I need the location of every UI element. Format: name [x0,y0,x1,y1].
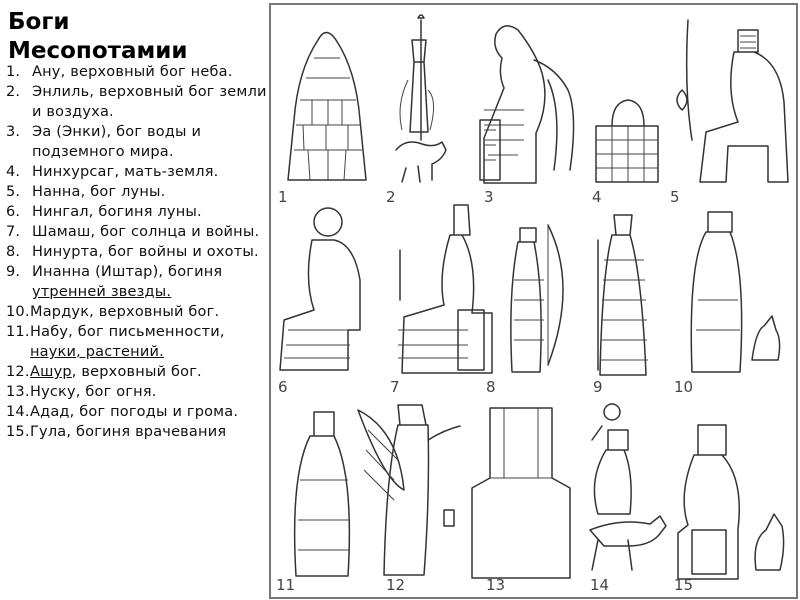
figure-7-seated-staff [398,205,492,373]
god-list-text-part: Нинурта, бог войны и охоты. [32,244,259,260]
god-list-text-part: Мардук, верховный бог. [30,304,220,320]
figure-10-robed-dragon [691,212,779,372]
figure-6-seated-goddess [280,208,360,370]
god-list-text [30,322,268,362]
god-list-text-part: Набу, бог письменности, [30,324,225,340]
god-list-number: 6. [6,204,21,220]
god-list-number: 13. [6,384,30,400]
figure-2-standing-staff [396,15,446,182]
figure-12-winged-genie [358,405,460,575]
god-list-item [6,202,268,222]
god-list-number: 10. [6,304,30,320]
god-list-number: 11. [6,324,30,340]
god-list-number: 9. [6,264,21,280]
figure-8-bow [511,225,563,372]
god-list-text-part: Нанна, бог луны. [32,184,166,200]
god-list-text-part: Нуску, бог огня. [30,384,157,400]
gods-list [6,62,268,442]
figure-15-goddess-dog [678,425,784,579]
plate-label-7: 7 [390,378,400,396]
god-list-number: 3. [6,124,21,140]
god-list-item [6,362,268,382]
god-list-number: 1. [6,64,21,80]
figure-11-standing [295,412,350,576]
god-list-text [32,82,268,122]
plate-label-11: 11 [276,576,296,594]
god-list-text [32,242,268,262]
title-line-2: Месопотамии [8,38,188,64]
god-list-item [6,222,268,242]
god-list-text [30,402,268,422]
deities-illustration-plate [268,0,800,600]
god-list-number: 7. [6,224,21,240]
god-list-number: 12. [6,364,30,380]
god-list-text [32,222,268,242]
plate-label-6: 6 [278,378,288,396]
god-list-text [32,262,268,302]
god-list-text-part: , верховный бог. [71,364,202,380]
god-list-item [6,262,268,302]
god-list-text-part: Нинхурсаг, мать-земля. [32,164,219,180]
plate-label-1: 1 [278,188,288,206]
god-list-text [30,362,268,382]
plate-label-3: 3 [484,188,494,206]
god-list-number: 2. [6,84,21,100]
plate-label-9: 9 [593,378,603,396]
figure-5-seated-ring [677,20,788,182]
god-list-item [6,402,268,422]
god-list-item [6,62,268,82]
god-list-number: 8. [6,244,21,260]
plate-label-8: 8 [486,378,496,396]
god-list-text [32,202,268,222]
god-list-text [32,182,268,202]
figure-14-bull-rider [590,404,666,570]
plate-label-13: 13 [486,576,506,594]
plate-label-15: 15 [674,576,694,594]
figure-1-horned-crown [288,33,366,181]
god-list-item [6,242,268,262]
god-list-item [6,382,268,402]
figure-13-empty-throne [472,408,570,578]
god-list-text-part: Адад, бог погоды и грома. [30,404,239,420]
figure-4-basket [596,100,658,182]
god-list-number: 15. [6,424,30,440]
title-line-1: Боги [8,9,70,35]
plate-label-12: 12 [386,576,406,594]
god-list-text [30,422,268,442]
line-drawings [268,0,800,600]
god-list-item [6,322,268,362]
god-list-number: 4. [6,164,21,180]
god-list-text-part: Ану, верховный бог неба. [32,64,233,80]
god-list-text-part: науки, растений. [30,344,164,360]
god-list-text-part: Ашур [30,364,72,380]
god-list-text [32,122,268,162]
god-list-text-part: Энлиль, верховный бог земли и воздуха. [32,84,267,120]
god-list-text [32,162,268,182]
god-list-item [6,302,268,322]
god-list-item [6,422,268,442]
page-title [8,8,268,66]
figure-3-seated-throne [480,26,574,183]
god-list-text [30,382,268,402]
plate-label-10: 10 [674,378,694,396]
god-list-text-part: Шамаш, бог солнца и войны. [32,224,260,240]
god-list-item [6,82,268,122]
god-list-text-part: Эа (Энки), бог воды и подземного мира. [32,124,202,160]
god-list-item [6,162,268,182]
god-list-item [6,122,268,162]
plate-label-4: 4 [592,188,602,206]
god-list-text-part: утренней звезды. [32,284,172,300]
plate-label-2: 2 [386,188,396,206]
plate-label-5: 5 [670,188,680,206]
plate-label-14: 14 [590,576,610,594]
figure-9-standing-staff [598,215,648,375]
god-list-number: 5. [6,184,21,200]
god-list-number: 14. [6,404,30,420]
god-list-text-part: Нингал, богиня луны. [32,204,202,220]
god-list-text [30,302,268,322]
god-list-text [32,62,268,82]
god-list-text-part: Инанна (Иштар), богиня [32,264,223,280]
god-list-item [6,182,268,202]
god-list-text-part: Гула, богиня врачевания [30,424,227,440]
